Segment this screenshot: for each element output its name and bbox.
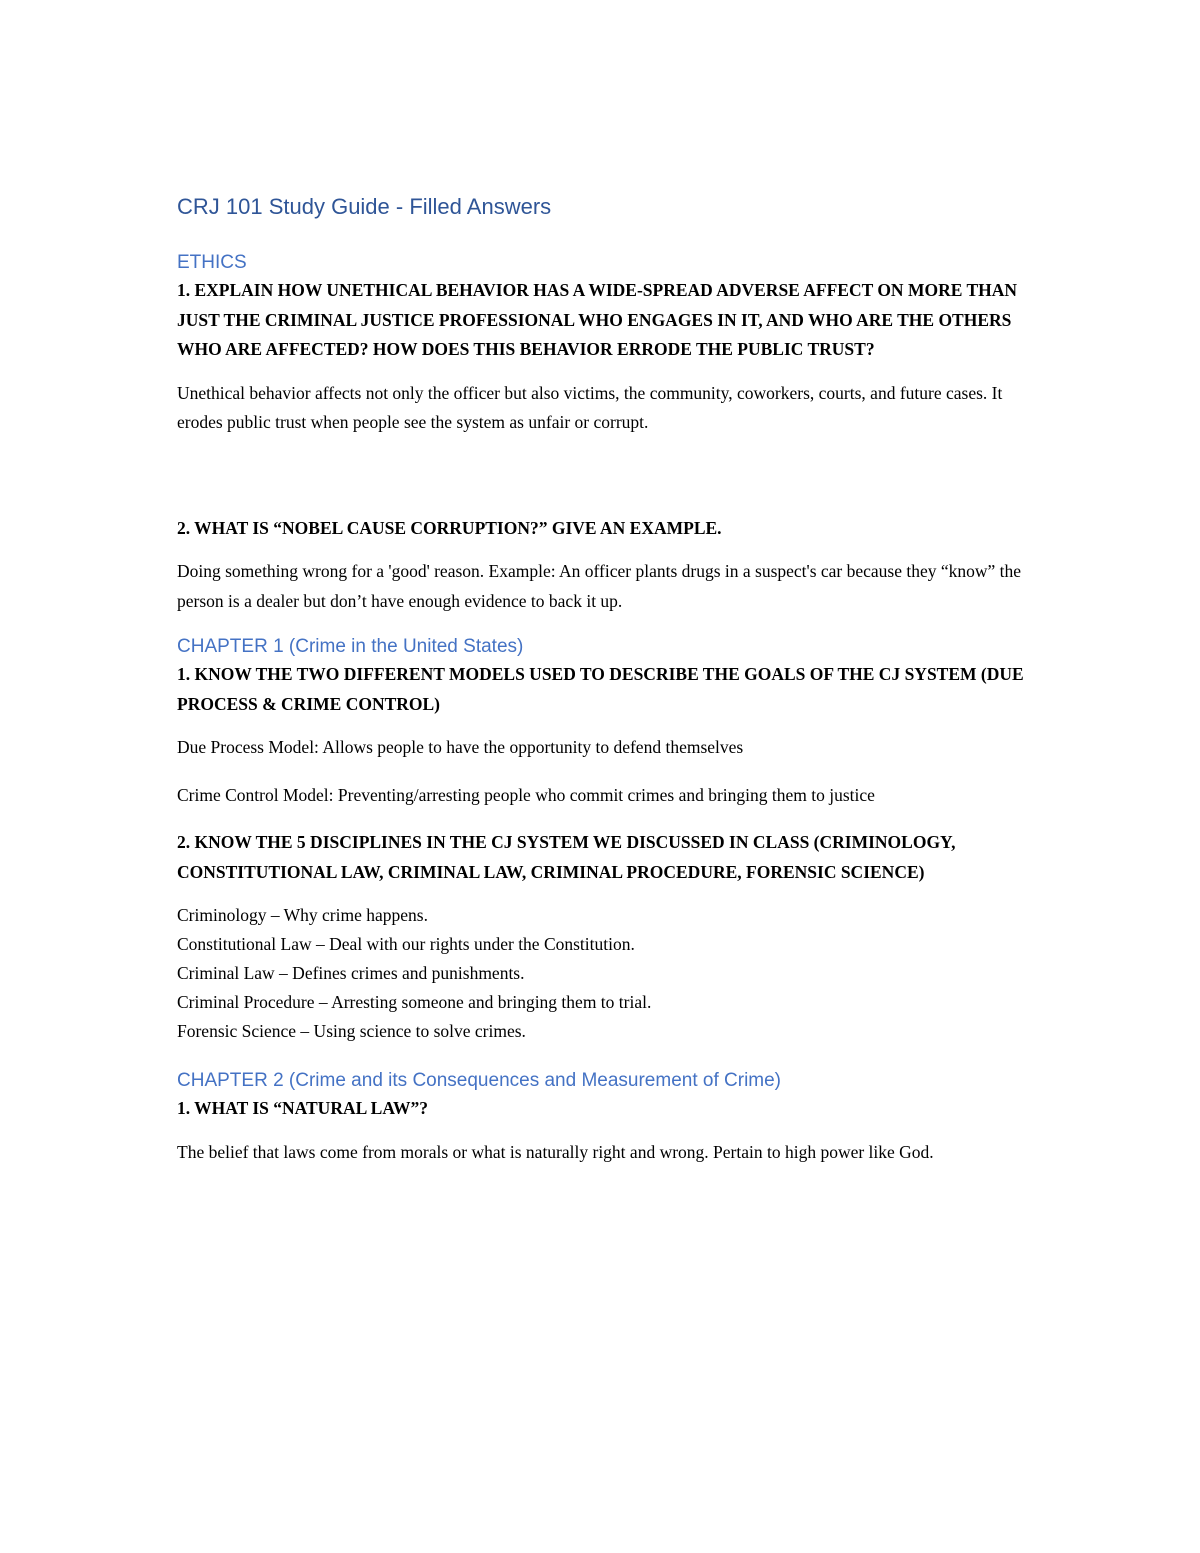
discipline-line: Criminology – Why crime happens. xyxy=(177,905,428,925)
section-heading-chapter-2: CHAPTER 2 (Crime and its Consequences and Measurement of Crime) xyxy=(177,1070,782,1091)
chapter1-answer-crime-control: Crime Control Model: Preventing/arresting people who commit crimes and bringing them to justice xyxy=(177,784,875,805)
chapter1-answer-due-process: Due Process Model: Allows people to have the opportunity to defend themselves xyxy=(177,737,744,757)
chapter2-question-1: 1. WHAT IS “NATURAL LAW”? xyxy=(177,1098,429,1118)
spacer xyxy=(177,456,1037,514)
chapter1-question-2: 2. KNOW THE 5 DISCIPLINES IN THE CJ SYSTEM WE DISCUSSED IN CLASS (CRIMINOLOGY, CONSTITUTIONAL LAW, CRIMINAL LAW, CRIMINAL PROCEDURE, FORENSIC SCIENCE) xyxy=(177,832,956,882)
ethics-question-1: 1. EXPLAIN HOW UNETHICAL BEHAVIOR HAS A WIDE-SPREAD ADVERSE AFFECT ON MORE THAN JUST THE CRIMINAL JUSTICE PROFESSIONAL WHO ENGAGES IN IT, AND WHO ARE THE OTHERS WHO ARE AFFECTED? HOW DOES THIS BEHAVIOR ERRODE THE PUBLIC TRUST? xyxy=(177,280,1017,359)
discipline-line: Forensic Science – Using science to solve crimes. xyxy=(177,1021,526,1041)
ethics-question-2: 2. WHAT IS “NOBEL CAUSE CORRUPTION?” GIVE AN EXAMPLE. xyxy=(177,517,722,538)
document-title: CRJ 101 Study Guide - Filled Answers xyxy=(177,194,552,219)
chapter2-answer-1: The belief that laws come from morals or what is naturally right and wrong. Pertain to high power like God. xyxy=(177,1141,934,1162)
chapter1-question-1: 1. KNOW THE TWO DIFFERENT MODELS USED TO DESCRIBE THE GOALS OF THE CJ SYSTEM (DUE PROCESS & CRIME CONTROL) xyxy=(177,664,1024,714)
section-heading-chapter-1: CHAPTER 1 (Crime in the United States) xyxy=(177,636,524,657)
discipline-line: Constitutional Law – Deal with our rights under the Constitution. xyxy=(177,934,635,954)
document-page xyxy=(177,192,1037,1185)
discipline-line: Criminal Procedure – Arresting someone and bringing them to trial. xyxy=(177,992,652,1012)
ethics-answer-2: Doing something wrong for a 'good' reason. Example: An officer plants drugs in a suspect's car because they “know” the person is a dealer but don’t have enough evidence to back it up. xyxy=(177,561,1022,611)
discipline-line: Criminal Law – Defines crimes and punishments. xyxy=(177,963,525,983)
section-heading-ethics: ETHICS xyxy=(177,252,247,273)
ethics-answer-1: Unethical behavior affects not only the officer but also victims, the community, coworkers, courts, and future cases. It erodes public trust when people see the system as unfair or corrupt. xyxy=(177,382,1003,432)
chapter1-answer-disciplines xyxy=(177,901,1037,1046)
